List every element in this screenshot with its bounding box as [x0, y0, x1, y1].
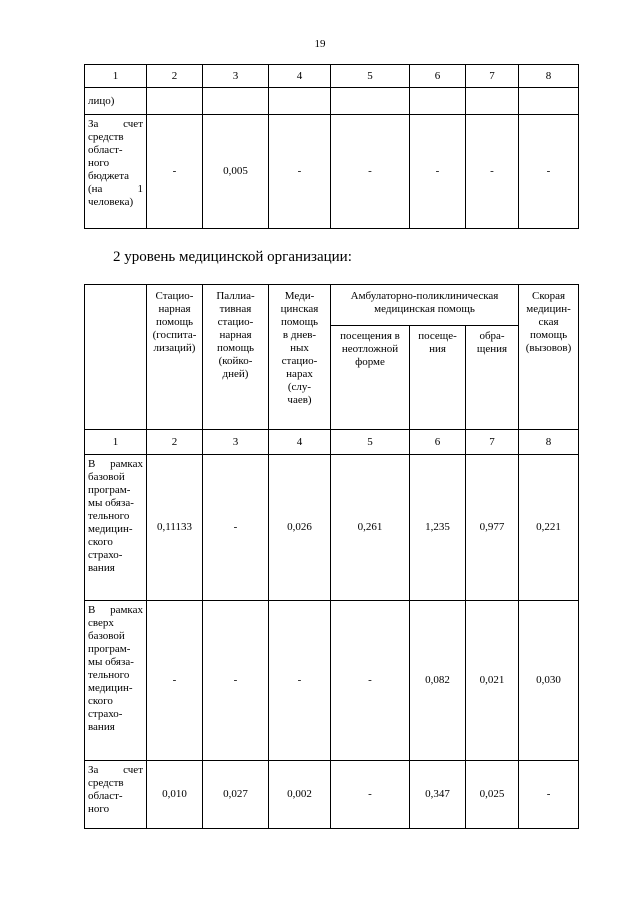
table1-row-continued-label: лицо) — [85, 88, 147, 115]
table2-cell: 0,002 — [269, 761, 331, 829]
row-label-regional-budget — [85, 761, 147, 829]
table1-row-regional — [85, 115, 579, 229]
empty-cell — [203, 88, 269, 115]
header-line: ская — [538, 316, 559, 328]
table1-cell: - — [466, 115, 519, 229]
col-header-ambulance — [519, 285, 579, 430]
table1-cell: - — [147, 115, 203, 229]
label-line: ного — [88, 803, 110, 815]
header-line: цинская — [280, 303, 319, 315]
table-row — [85, 455, 579, 601]
label-line: страхо- — [88, 549, 123, 561]
table2-cell: - — [203, 455, 269, 601]
table-continuation — [84, 64, 579, 229]
header-line: стацио- — [281, 355, 318, 367]
header-line: обра- — [479, 330, 505, 342]
table2-num: 1 — [85, 430, 147, 455]
table2-cell: 0,082 — [410, 601, 466, 761]
table1-col-7: 7 — [466, 65, 519, 88]
table2-cell: 0,221 — [519, 455, 579, 601]
table2-cell: 0,027 — [203, 761, 269, 829]
label-line: базовой — [88, 630, 125, 642]
row-label-above-basic — [85, 601, 147, 761]
header-line: Меди- — [284, 290, 315, 302]
table2-header-row-top — [85, 285, 579, 326]
header-line: помощь — [529, 329, 568, 341]
header-line: (вызовов) — [525, 342, 572, 354]
table2-cell: - — [269, 601, 331, 761]
row-label-basic-program — [85, 455, 147, 601]
table2-cell: 0,347 — [410, 761, 466, 829]
label-line: мы обяза- — [88, 497, 134, 509]
header-line: помощь — [280, 316, 319, 328]
table2-numbering-row — [85, 430, 579, 455]
header-line: ния — [429, 343, 446, 355]
col-header-palliative — [203, 285, 269, 430]
header-line: посеще- — [418, 330, 457, 342]
table2-cell: 0,021 — [466, 601, 519, 761]
col-header-inpatient — [147, 285, 203, 430]
header-line: стацио- — [217, 316, 254, 328]
table1-col-5: 5 — [331, 65, 410, 88]
header-line: Паллиа- — [216, 290, 255, 302]
label-line: тельного — [88, 669, 130, 681]
page-number: 19 — [314, 38, 326, 50]
header-line: медицинская помощь — [374, 303, 475, 315]
table1-cell: - — [331, 115, 410, 229]
table1-cell: - — [410, 115, 466, 229]
table1-col-4: 4 — [269, 65, 331, 88]
table1-col-1: 1 — [85, 65, 147, 88]
table2-num: 2 — [147, 430, 203, 455]
label-line: (на 1 — [88, 183, 143, 195]
header-line: помощь — [216, 342, 255, 354]
table2-corner-cell — [85, 285, 147, 430]
table2-num: 8 — [519, 430, 579, 455]
label-line: В рамках — [88, 458, 143, 470]
empty-cell — [147, 88, 203, 115]
table1-col-8: 8 — [519, 65, 579, 88]
header-line: неотложной — [341, 343, 399, 355]
table2-num: 3 — [203, 430, 269, 455]
header-line: Амбулаторно-поликлиническая — [350, 290, 499, 302]
label-line: тельного — [88, 510, 130, 522]
label-line: област- — [88, 144, 123, 156]
label-line: ского — [88, 536, 113, 548]
header-line: медицин- — [526, 303, 571, 315]
label-line: базовой — [88, 471, 125, 483]
table-row — [85, 761, 579, 829]
table-level-2 — [84, 284, 579, 829]
table2-cell: 0,977 — [466, 455, 519, 601]
header-line: нарная — [219, 329, 252, 341]
table1-col-3: 3 — [203, 65, 269, 88]
label-line: средств — [88, 131, 124, 143]
label-line: ского — [88, 695, 113, 707]
label-line: За счет — [88, 764, 143, 776]
label-line: сверх — [88, 617, 114, 629]
label-line: медицин- — [88, 682, 133, 694]
label-line: вания — [88, 562, 115, 574]
col-header-day-care — [269, 285, 331, 430]
label-line: В рамках — [88, 604, 143, 616]
label-line: человека) — [88, 196, 134, 208]
table1-row-continued — [85, 88, 579, 115]
col-header-urgent-visits — [331, 326, 410, 430]
header-line: Стацио- — [155, 290, 194, 302]
header-line: дней) — [222, 368, 249, 380]
col-header-appeals — [466, 326, 519, 430]
label-line: област- — [88, 790, 123, 802]
table2-cell: - — [147, 601, 203, 761]
table-row — [85, 601, 579, 761]
table2-cell: - — [331, 761, 410, 829]
table2-cell: 0,026 — [269, 455, 331, 601]
table1-header-row — [85, 65, 579, 88]
label-line: вания — [88, 721, 115, 733]
table1-cell: - — [269, 115, 331, 229]
empty-cell — [410, 88, 466, 115]
table1-col-2: 2 — [147, 65, 203, 88]
table2-cell: 0,025 — [466, 761, 519, 829]
table2-cell: 0,11133 — [147, 455, 203, 601]
label-line: медицин- — [88, 523, 133, 535]
table2-num: 6 — [410, 430, 466, 455]
table2-num: 5 — [331, 430, 410, 455]
label-line: програм- — [88, 484, 131, 496]
label-line: мы обяза- — [88, 656, 134, 668]
header-line: посещения в — [340, 330, 400, 342]
table1-cell: - — [519, 115, 579, 229]
header-line: помощь — [155, 316, 194, 328]
table1-cell: 0,005 — [203, 115, 269, 229]
label-line: средств — [88, 777, 124, 789]
col-header-visits — [410, 326, 466, 430]
empty-cell — [466, 88, 519, 115]
empty-cell — [269, 88, 331, 115]
section-heading: 2 уровень медицинской организации: — [113, 249, 352, 265]
header-line: чаев) — [287, 394, 312, 406]
table2-num: 4 — [269, 430, 331, 455]
label-line: бюджета — [88, 170, 130, 182]
empty-cell — [519, 88, 579, 115]
header-line: ных — [290, 342, 309, 354]
table2-num: 7 — [466, 430, 519, 455]
header-line: тивная — [219, 303, 252, 315]
header-line: в днев- — [282, 329, 317, 341]
label-line: програм- — [88, 643, 131, 655]
table2-cell: 0,010 — [147, 761, 203, 829]
label-line: За счет — [88, 118, 143, 130]
header-line: щения — [476, 343, 508, 355]
header-line: форме — [355, 356, 385, 368]
header-line: (госпита- — [152, 329, 197, 341]
label-line: страхо- — [88, 708, 123, 720]
table2-cell: - — [203, 601, 269, 761]
header-line: Скорая — [531, 290, 566, 302]
header-line: (слу- — [287, 381, 312, 393]
table2-cell: - — [519, 761, 579, 829]
col-header-outpatient-group — [331, 285, 519, 326]
header-line: нарах — [286, 368, 313, 380]
empty-cell — [331, 88, 410, 115]
table1-col-6: 6 — [410, 65, 466, 88]
table2-cell: 0,030 — [519, 601, 579, 761]
table2-cell: 1,235 — [410, 455, 466, 601]
table2-cell: 0,261 — [331, 455, 410, 601]
header-line: нарная — [158, 303, 191, 315]
header-line: (койко- — [218, 355, 253, 367]
header-line: лизаций) — [153, 342, 196, 354]
label-line: ного — [88, 157, 110, 169]
table1-row-regional-label — [85, 115, 147, 229]
table2-cell: - — [331, 601, 410, 761]
